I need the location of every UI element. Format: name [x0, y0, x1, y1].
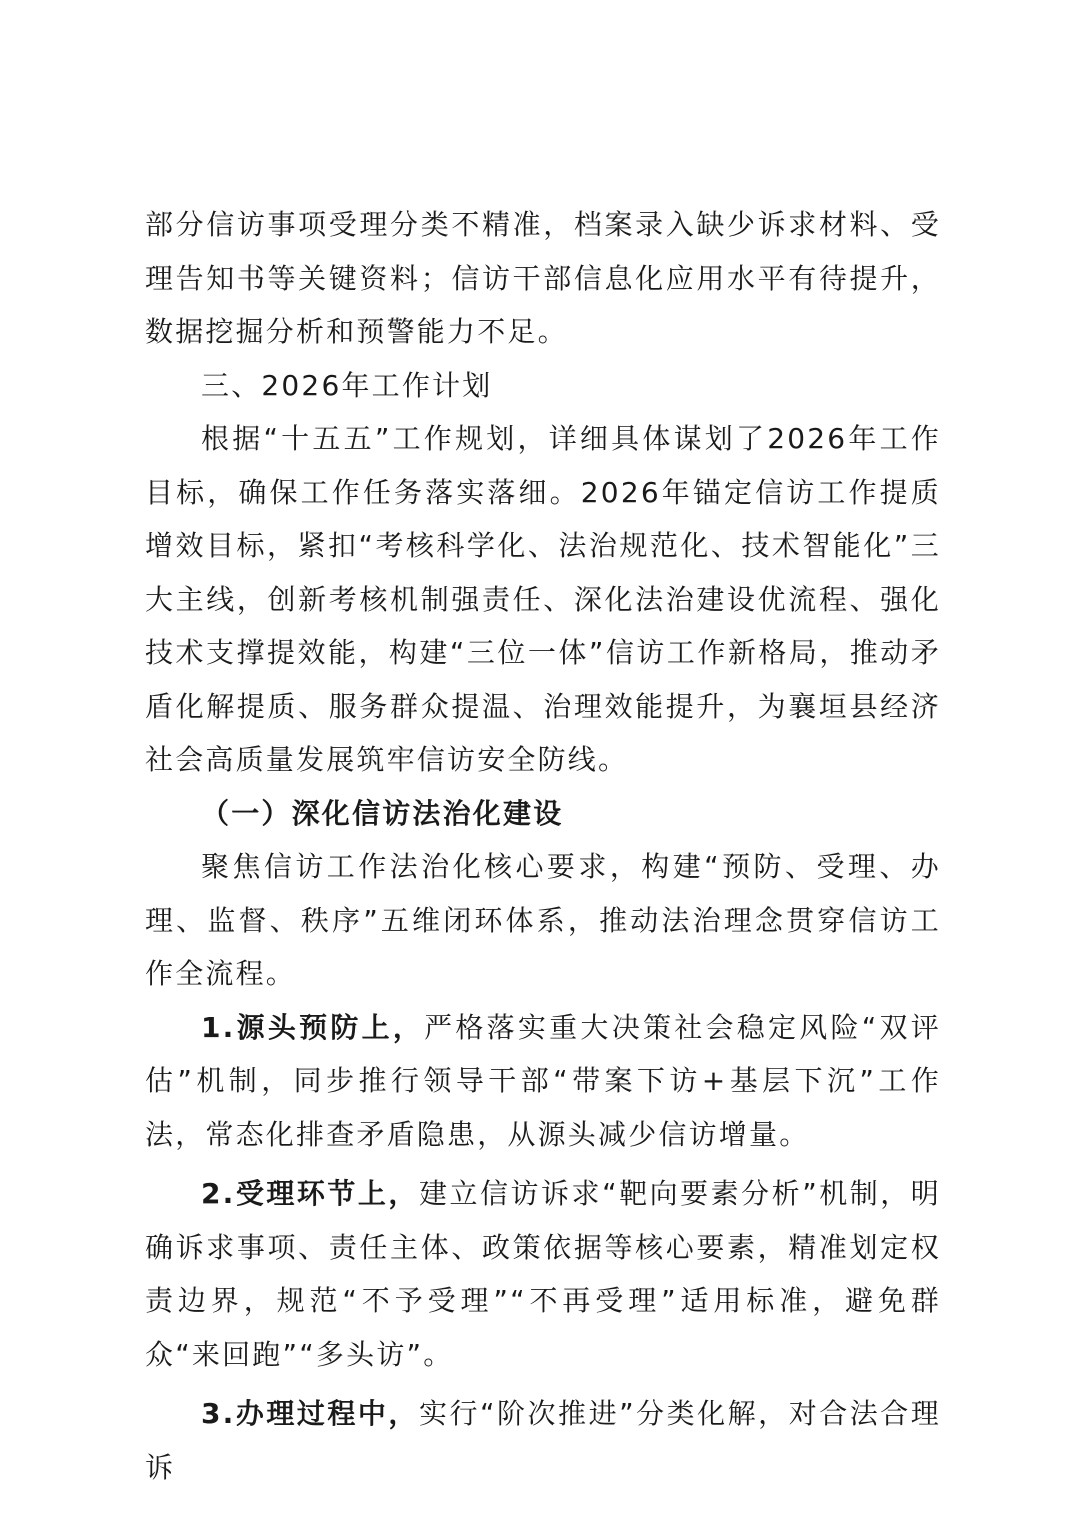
document-body	[145, 198, 941, 1494]
plan-item-3-text: 实行“阶次推进”分类化解，对合法合理诉	[145, 1397, 941, 1484]
continued-paragraph: 部分信访事项受理分类不精准，档案录入缺少诉求材料、受理告知书等关键资料；信访干部信息化应用水平有待提升，数据挖掘分析和预警能力不足。	[145, 208, 941, 348]
plan-item-3-lead: 3.办理过程中，	[201, 1397, 419, 1430]
section-intro-paragraph: 根据“十五五”工作规划，详细具体谋划了2026年工作目标，确保工作任务落实落细。2026年锚定信访工作提质增效目标，紧扣“考核科学化、法治规范化、技术智能化”三大主线，创新考核机制强责任、深化法治建设优流程、强化技术支撑提效能，构建“三位一体”信访工作新格局，推动矛盾化解提质、服务群众提温、治理效能提升，为襄垣县经济社会高质量发展筑牢信访安全防线。	[145, 422, 941, 776]
section-heading: 三、2026年工作计划	[201, 368, 493, 402]
plan-item-2-lead: 2.受理环节上，	[201, 1177, 419, 1210]
plan-item-2-text: 建立信访诉求“靶向要素分析”机制，明确诉求事项、责任主体、政策依据等核心要素，精准划定权责边界，规范“不予受理”“不再受理”适用标准，避免群众“来回跑”“多头访”。	[145, 1177, 941, 1371]
plan-item-1-text: 严格落实重大决策社会稳定风险“双评估”机制，同步推行领导干部“带案下访+基层下沉”工作法，常态化排查矛盾隐患，从源头减少信访增量。	[145, 1010, 941, 1151]
subsection-heading: （一）深化信访法治化建设	[201, 796, 564, 830]
subsection-intro-paragraph: 聚焦信访工作法治化核心要求，构建“预防、受理、办理、监督、秩序”五维闭环体系，推动法治理念贯穿信访工作全流程。	[145, 850, 941, 990]
plan-item-3	[145, 1387, 941, 1494]
plan-item-1	[145, 1001, 941, 1162]
plan-item-2	[145, 1167, 941, 1381]
plan-item-1-lead: 1.源头预防上，	[201, 1010, 425, 1044]
